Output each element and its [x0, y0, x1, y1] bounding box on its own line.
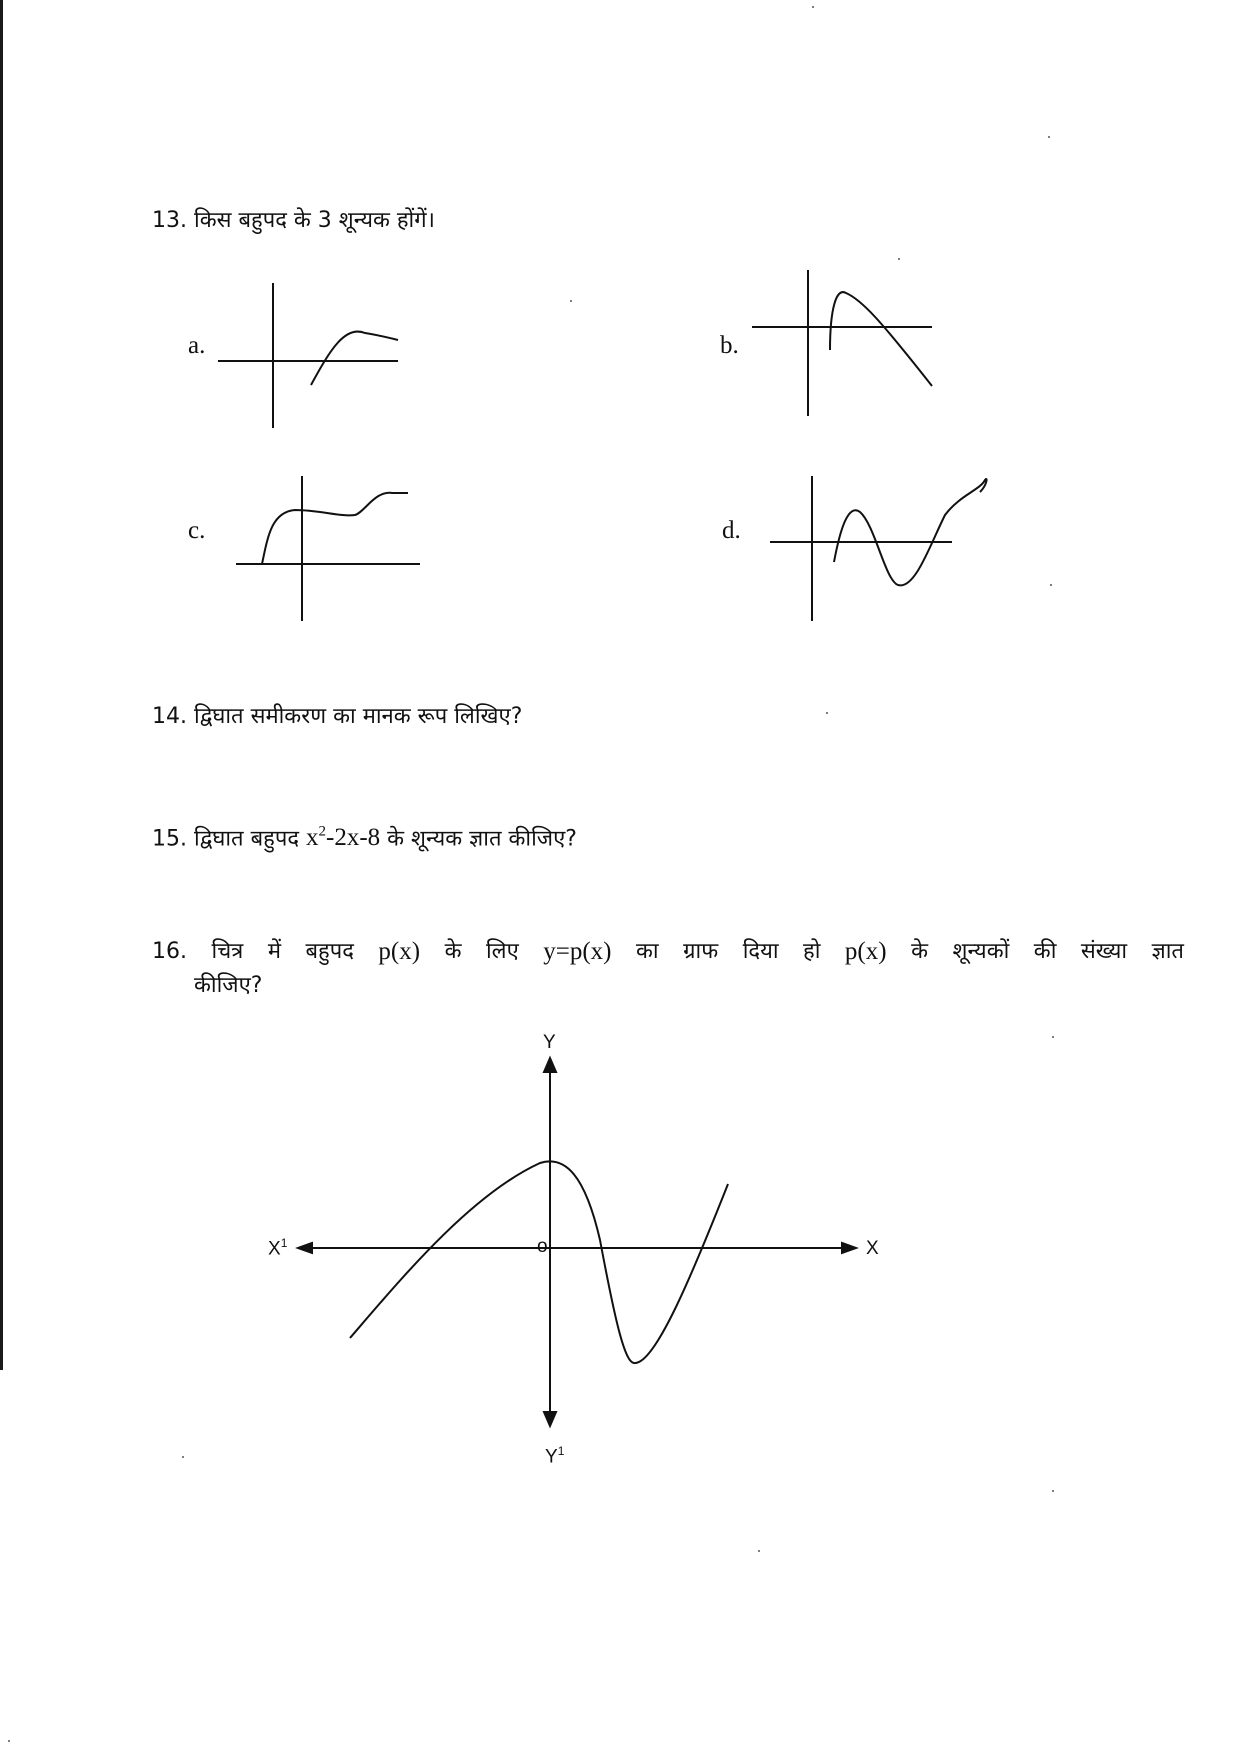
q16-word: दिया: [742, 939, 779, 964]
question-text-after: के शून्यक ज्ञात कीजिए?: [387, 826, 577, 852]
scan-speck: [1050, 584, 1052, 586]
q16-word: में: [267, 939, 281, 964]
y-prime-base: Y: [545, 1446, 558, 1468]
q16-word: चित्र: [211, 939, 244, 964]
question-text-before: द्विघात बहुपद: [194, 826, 300, 852]
q16-math: p(x): [378, 938, 421, 965]
question-text: किस बहुपद के 3 शून्यक होंगें।: [194, 208, 435, 233]
question-text: द्विघात समीकरण का मानक रूप लिखिए?: [194, 704, 523, 729]
y-axis-label: Y: [543, 1032, 556, 1053]
origin-label: o: [537, 1236, 548, 1257]
question-number: 16.: [152, 939, 187, 964]
y-axis-arrow-up: [544, 1058, 556, 1072]
scan-speck: [1052, 1036, 1054, 1038]
scan-speck: [812, 6, 814, 8]
scan-speck: [570, 300, 572, 302]
q16-word: ज्ञात: [1151, 939, 1184, 964]
q16-math: p(x): [844, 938, 887, 965]
y-axis-arrow-down: [544, 1412, 556, 1426]
q16-word: के: [911, 939, 928, 964]
q16-word: संख्या: [1080, 939, 1128, 964]
scan-speck: [1048, 136, 1050, 138]
q16-word: का: [636, 939, 659, 964]
x-prime-axis-label: [268, 1236, 287, 1260]
y-prime-axis-label: [545, 1444, 564, 1468]
x-axis-label: X: [866, 1238, 879, 1259]
q16-word: के: [444, 939, 462, 964]
scan-speck: [1052, 1490, 1054, 1492]
question-16-line-2: कीजिए?: [194, 973, 263, 998]
question-number: 13.: [152, 208, 187, 233]
question-number: 15.: [152, 826, 187, 852]
scan-speck: [8, 1740, 10, 1742]
polynomial-curve: [350, 1161, 728, 1363]
q16-word: हो: [803, 939, 821, 964]
q16-word: शून्यकों: [952, 939, 1010, 964]
x-prime-sup: 1: [280, 1236, 288, 1250]
scan-speck: [826, 712, 828, 714]
option-a-label: a.: [188, 332, 206, 359]
q16-word: लिए: [485, 939, 519, 964]
q16-word: की: [1033, 939, 1057, 964]
scan-speck: [758, 1550, 760, 1552]
option-b-label: b.: [720, 332, 739, 359]
question-number: 14.: [152, 704, 187, 729]
polynomial-base: x: [306, 824, 319, 852]
q16-word: ग्राफ: [683, 939, 719, 964]
polynomial-rest: -2x-8: [326, 824, 381, 852]
q16-word: बहुपद: [305, 939, 354, 964]
y-prime-sup: 1: [557, 1444, 565, 1458]
scan-speck: [898, 258, 900, 260]
scan-speck: [182, 1456, 184, 1458]
x-prime-base: X: [268, 1238, 281, 1260]
polynomial-exponent: 2: [318, 824, 327, 840]
option-d-label: d.: [722, 517, 741, 544]
option-c-label: c.: [188, 517, 206, 544]
x-axis-arrow-right: [842, 1243, 856, 1253]
x-axis-arrow-left: [298, 1243, 312, 1253]
q16-math: y=p(x): [543, 938, 612, 965]
